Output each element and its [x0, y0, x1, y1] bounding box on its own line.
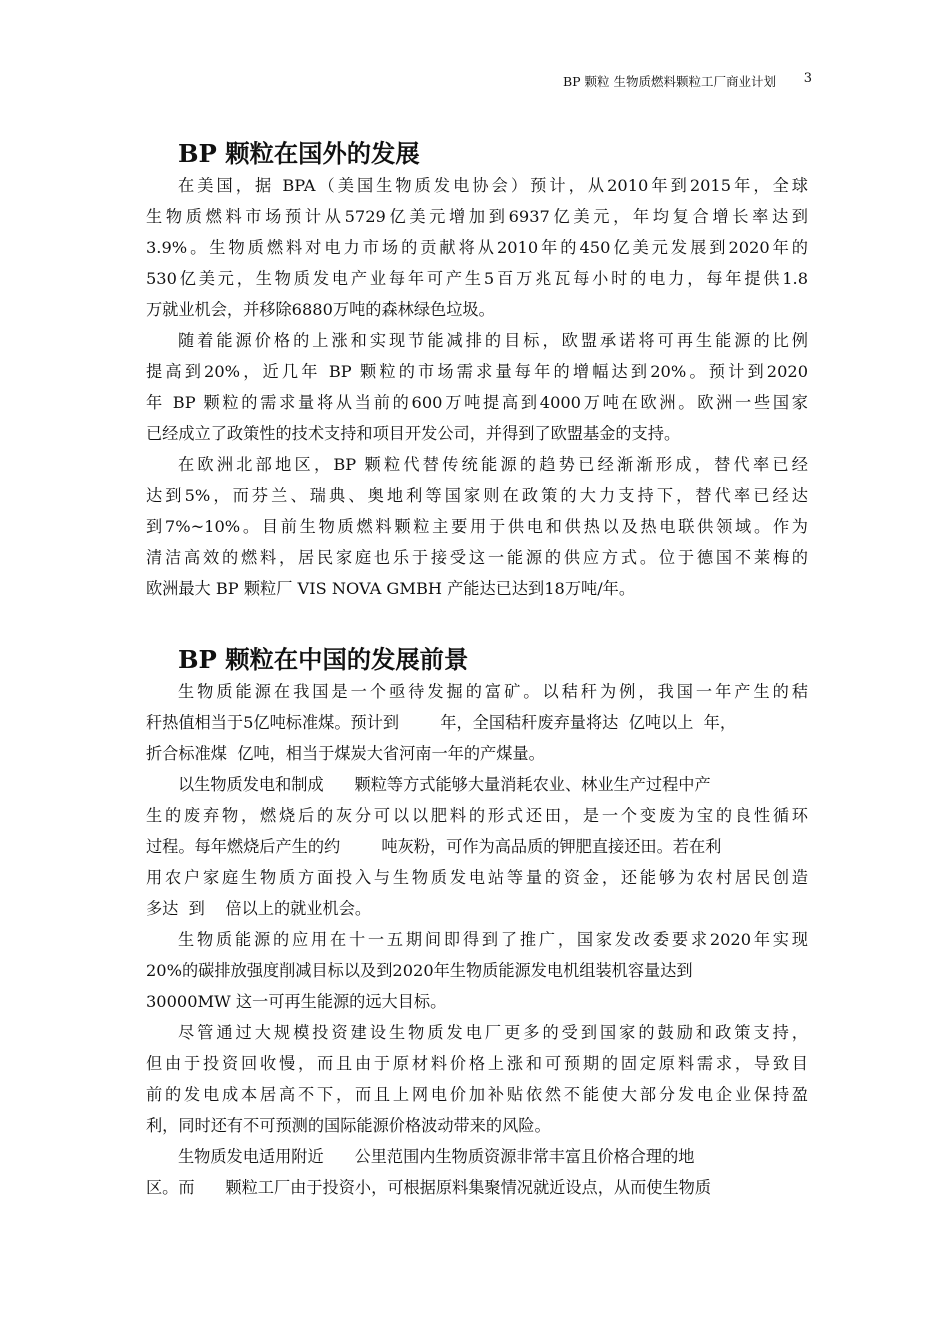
text-line: 年 BP 颗粒的需求量将从当前的600万吨提高到4000万吨在欧洲。欧洲一些国家 [146, 393, 808, 412]
text-line: 生物质能源在我国是一个亟待发掘的富矿。以秸秆为例，我国一年产生的秸 [178, 682, 808, 701]
running-header [0, 72, 812, 92]
text-line: 到7%~10%。目前生物质燃料颗粒主要用于供电和供热以及热电联供领域。作为 [146, 517, 808, 536]
paragraph [146, 449, 808, 604]
text-line: 3.9%。生物质燃料对电力市场的贡献将从2010年的450亿美元发展到2020年的 [146, 238, 808, 257]
section-gap [146, 604, 808, 644]
paragraph [146, 170, 808, 325]
text-line: 欧洲最大 BP 颗粒厂 VIS NOVA GMBH 产能达已达到18万吨/年。 [146, 579, 636, 598]
text-line: 生物质燃料市场预计从5729亿美元增加到6937亿美元，年均复合增长率达到 [146, 207, 808, 226]
text-line: 提高到20%，近几年 BP 颗粒的市场需求量每年的增幅达到20%。预计到2020 [146, 362, 808, 381]
text-line: 达到5%，而芬兰、瑞典、奥地利等国家则在政策的大力支持下，替代率已经达 [146, 486, 808, 505]
text-line: 多达 到 倍以上的就业机会。 [146, 899, 372, 918]
heading-prefix: BP [178, 645, 217, 674]
text-line: 万就业机会，并移除6880万吨的森林绿色垃圾。 [146, 300, 495, 319]
text-line: 生物质发电适用附近 公里范围内生物质资源非常丰富且价格合理的地 [178, 1147, 695, 1166]
text-line: 已经成立了政策性的技术支持和项目开发公司，并得到了欧盟基金的支持。 [146, 424, 681, 443]
paragraph [146, 769, 808, 924]
text-line: 20%的碳排放强度削减目标以及到2020年生物质能源发电机组装机容量达到 [146, 961, 693, 980]
document-body [146, 138, 808, 1203]
heading-prefix: BP [178, 139, 217, 168]
text-line: 区。而 颗粒工厂由于投资小，可根据原料集聚情况就近设点，从而使生物质 [146, 1178, 712, 1197]
text-line: 清洁高效的燃料，居民家庭也乐于接受这一能源的供应方式。位于德国不莱梅的 [146, 548, 808, 567]
paragraph [146, 1141, 808, 1203]
text-line: 前的发电成本居高不下，而且上网电价加补贴依然不能使大部分发电企业保持盈 [146, 1085, 808, 1104]
text-line: 随着能源价格的上涨和实现节能减排的目标，欧盟承诺将可再生能源的比例 [178, 331, 808, 350]
heading-text: 颗粒在中国的发展前景 [216, 645, 469, 674]
text-line: 以生物质发电和制成 颗粒等方式能够大量消耗农业、林业生产过程中产 [178, 775, 711, 794]
text-line: 生的废弃物，燃烧后的灰分可以以肥料的形式还田，是一个变废为宝的良性循环 [146, 806, 808, 825]
text-line: 秆热值相当于5亿吨标准煤。预计到 年，全国秸秆废弃量将达 亿吨以上 年， [146, 713, 737, 732]
section-heading [146, 644, 808, 676]
paragraph [146, 1017, 808, 1141]
text-line: 折合标准煤 亿吨，相当于煤炭大省河南一年的产煤量。 [146, 744, 545, 763]
paragraph [146, 924, 808, 1017]
text-line: 生物质能源的应用在十一五期间即得到了推广，国家发改委要求2020年实现 [178, 930, 808, 949]
text-line: 530亿美元，生物质发电产业每年可产生5百万兆瓦每小时的电力，每年提供1.8 [146, 269, 808, 288]
section-heading [146, 138, 808, 170]
page-number: 3 [803, 71, 812, 86]
text-line: 30000MW 这一可再生能源的远大目标。 [146, 992, 447, 1011]
text-line: 在欧洲北部地区，BP 颗粒代替传统能源的趋势已经渐渐形成，替代率已经 [178, 455, 808, 474]
paragraph [146, 325, 808, 449]
text-line: 在美国，据 BPA（美国生物质发电协会）预计，从2010年到2015年，全球 [178, 176, 808, 195]
text-line: 但由于投资回收慢，而且由于原材料价格上涨和可预期的固定原料需求，导致目 [146, 1054, 808, 1073]
header-title: BP 颗粒 生物质燃料颗粒工厂商业计划 [562, 74, 776, 89]
text-line: 用农户家庭生物质方面投入与生物质发电站等量的资金，还能够为农村居民创造 [146, 868, 808, 887]
heading-text: 颗粒在国外的发展 [216, 139, 420, 168]
text-line: 尽管通过大规模投资建设生物质发电厂更多的受到国家的鼓励和政策支持， [178, 1023, 808, 1042]
section-china-prospects [146, 644, 808, 1203]
section-foreign-development [146, 138, 808, 604]
text-line: 过程。每年燃烧后产生的约 吨灰粉，可作为高品质的钾肥直接还田。若在利 [146, 837, 722, 856]
paragraph [146, 676, 808, 769]
text-line: 利，同时还有不可预测的国际能源价格波动带来的风险。 [146, 1116, 551, 1135]
